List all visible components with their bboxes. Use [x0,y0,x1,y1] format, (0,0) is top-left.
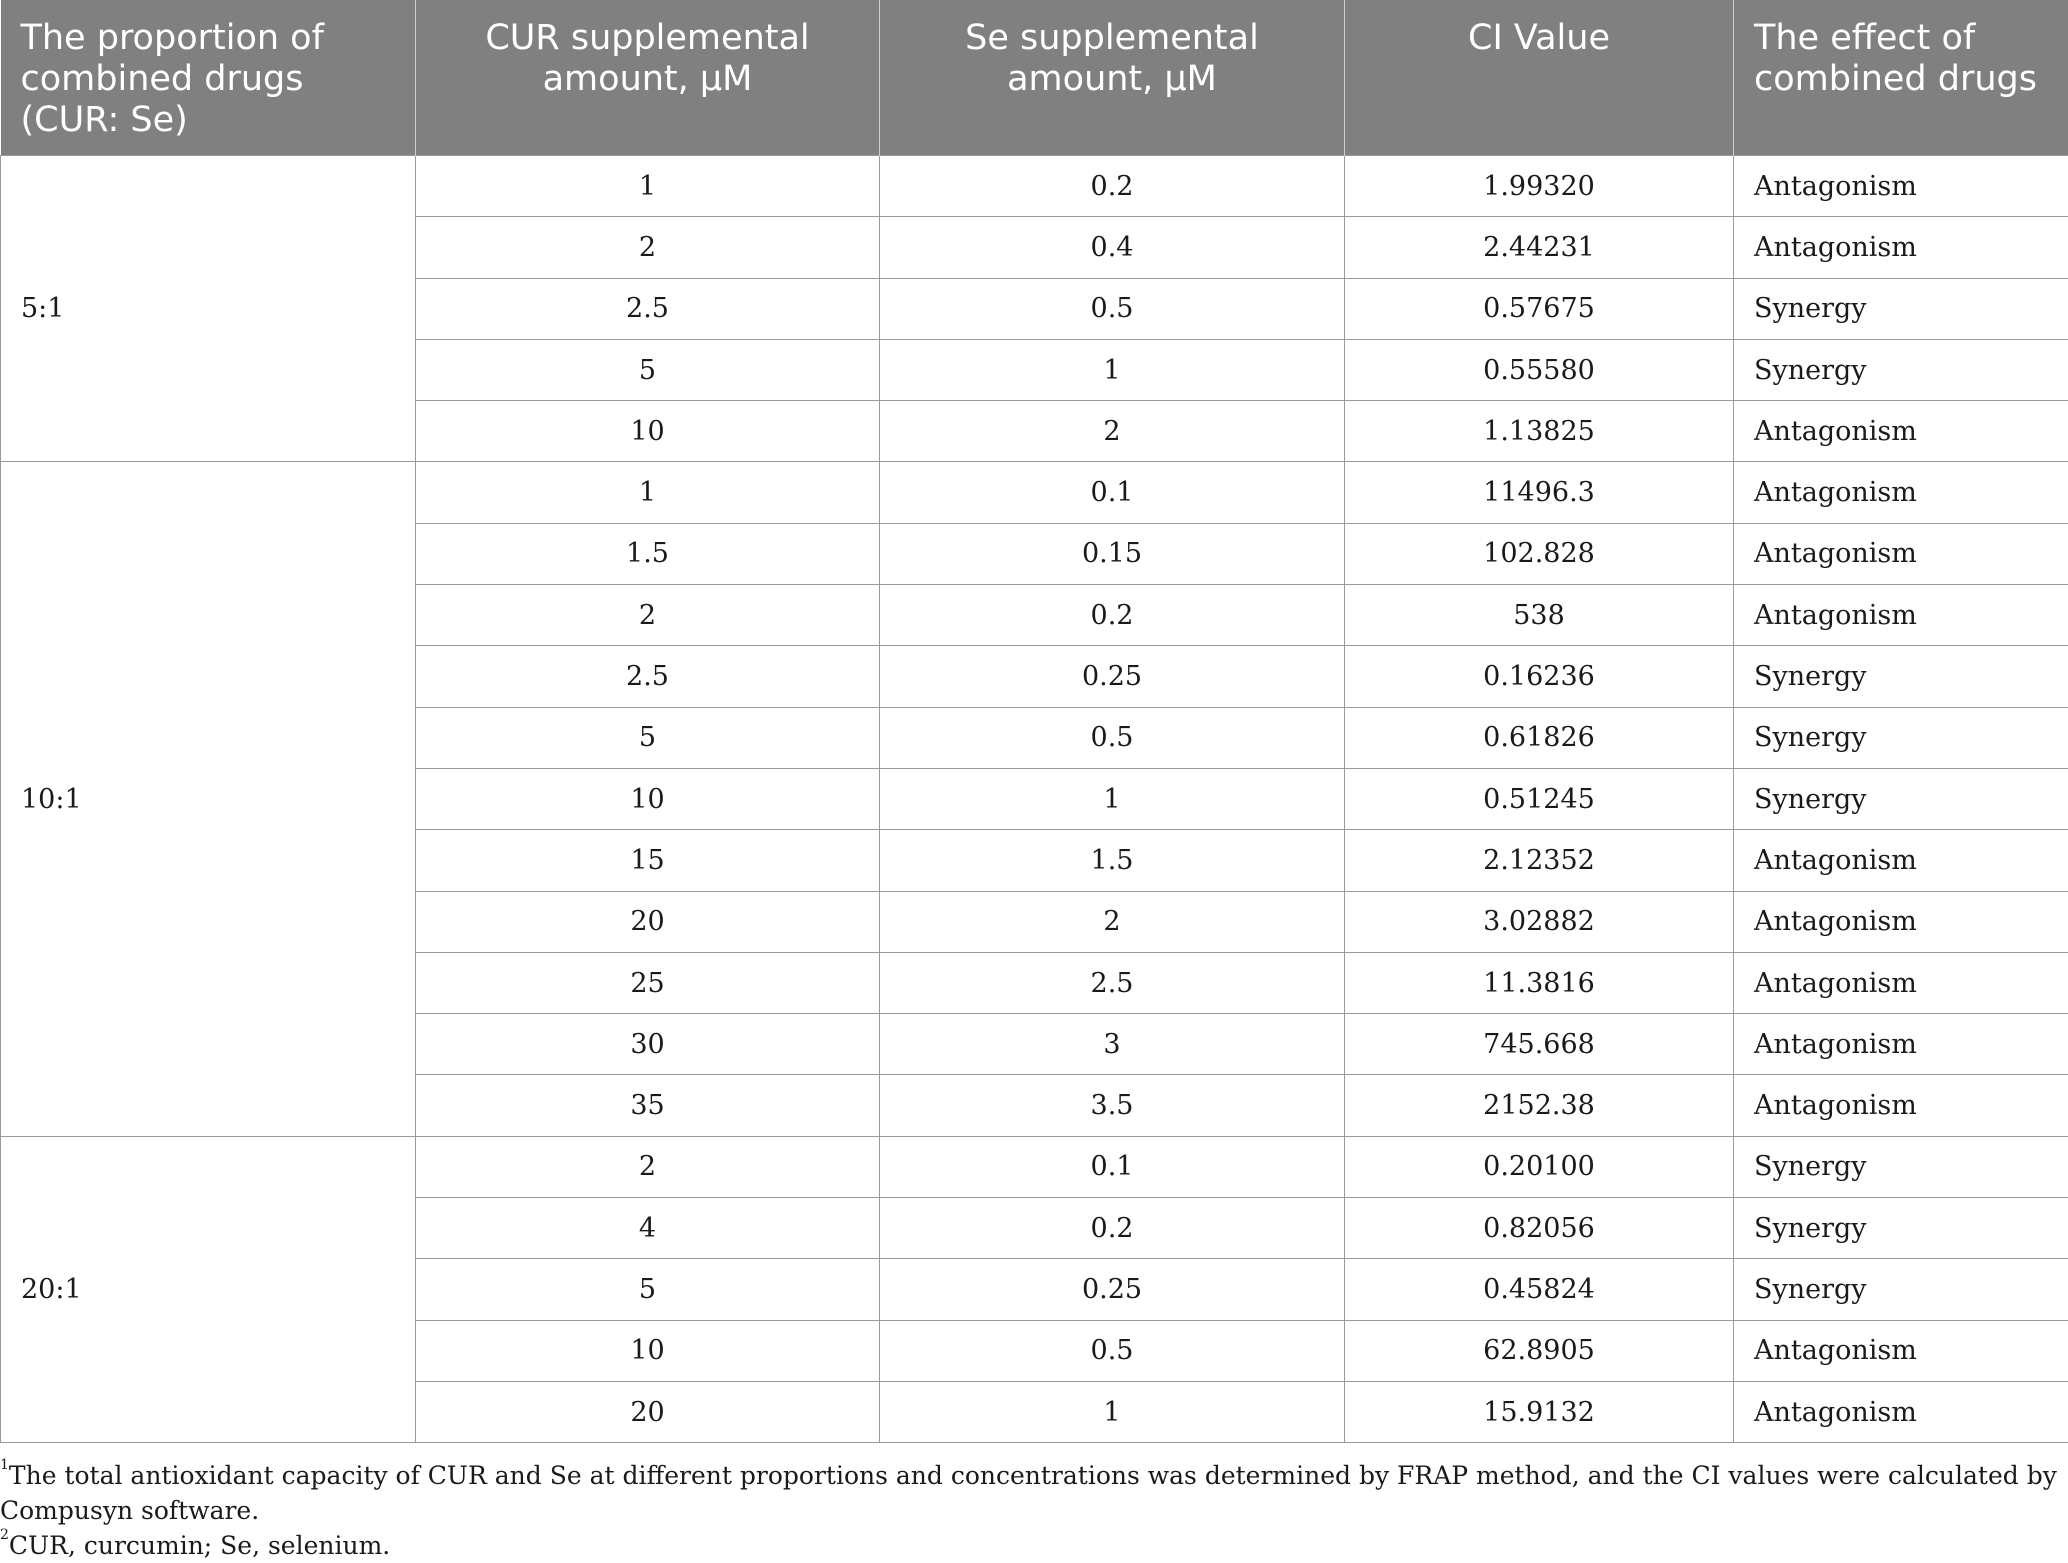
cur-amount-cell: 5 [416,1259,880,1320]
ci-value-cell: 0.55580 [1345,339,1734,400]
table-body [1,156,2068,1443]
ci-value-cell: 0.45824 [1345,1259,1734,1320]
ci-value-cell: 3.02882 [1345,891,1734,952]
footnote-1-text: The total antioxidant capacity of CUR and Se at different proportions and concentrations was determined by FRAP method, and the CI values were calculated by Compusyn software. [0,1461,2057,1525]
se-amount-cell: 0.2 [880,1198,1345,1259]
header-effect: The effect of combined drugs [1734,0,2068,156]
se-amount-cell: 1.5 [880,830,1345,891]
effect-cell: Antagonism [1734,156,2068,217]
cur-amount-cell: 5 [416,339,880,400]
ci-value-cell: 1.13825 [1345,401,1734,462]
cur-amount-cell: 20 [416,891,880,952]
footnote-2-text: CUR, curcumin; Se, selenium. [9,1531,390,1560]
effect-cell: Antagonism [1734,830,2068,891]
effect-cell: Antagonism [1734,1075,2068,1136]
ci-value-cell: 0.16236 [1345,646,1734,707]
cur-amount-cell: 1.5 [416,523,880,584]
ci-value-cell: 11496.3 [1345,462,1734,523]
se-amount-cell: 1 [880,1381,1345,1442]
effect-cell: Synergy [1734,646,2068,707]
se-amount-cell: 0.5 [880,278,1345,339]
table-footnotes [0,1458,2068,1563]
effect-cell: Antagonism [1734,891,2068,952]
se-amount-cell: 1 [880,768,1345,829]
se-amount-cell: 3.5 [880,1075,1345,1136]
cur-amount-cell: 10 [416,768,880,829]
effect-cell: Synergy [1734,1136,2068,1197]
se-amount-cell: 0.4 [880,217,1345,278]
effect-cell: Antagonism [1734,952,2068,1013]
effect-cell: Synergy [1734,339,2068,400]
footnote-1-mark: 1 [0,1457,9,1473]
effect-cell: Synergy [1734,1259,2068,1320]
cur-amount-cell: 4 [416,1198,880,1259]
effect-cell: Antagonism [1734,1381,2068,1442]
effect-cell: Antagonism [1734,462,2068,523]
se-amount-cell: 2 [880,401,1345,462]
header-se-amount: Se supplemental amount, μM [880,0,1345,156]
cur-amount-cell: 10 [416,1320,880,1381]
cur-amount-cell: 2 [416,1136,880,1197]
se-amount-cell: 0.25 [880,1259,1345,1320]
ci-value-cell: 538 [1345,585,1734,646]
cur-amount-cell: 15 [416,830,880,891]
ci-value-cell: 15.9132 [1345,1381,1734,1442]
se-amount-cell: 0.2 [880,585,1345,646]
header-ci-value: CI Value [1345,0,1734,156]
header-proportion: The proportion of combined drugs (CUR: Se) [1,0,416,156]
ratio-cell: 20:1 [1,1136,416,1442]
effect-cell: Antagonism [1734,401,2068,462]
cur-amount-cell: 2 [416,217,880,278]
se-amount-cell: 0.15 [880,523,1345,584]
table-row [1,1136,2068,1197]
table-row [1,462,2068,523]
ci-value-cell: 745.668 [1345,1014,1734,1075]
cur-amount-cell: 5 [416,707,880,768]
cur-amount-cell: 2.5 [416,278,880,339]
se-amount-cell: 2 [880,891,1345,952]
effect-cell: Synergy [1734,707,2068,768]
ci-value-cell: 102.828 [1345,523,1734,584]
table-header [1,0,2068,156]
footnote-2-mark: 2 [0,1527,9,1543]
se-amount-cell: 0.1 [880,462,1345,523]
se-amount-cell: 0.2 [880,156,1345,217]
cur-amount-cell: 2.5 [416,646,880,707]
ci-value-cell: 0.51245 [1345,768,1734,829]
effect-cell: Antagonism [1734,585,2068,646]
cur-amount-cell: 35 [416,1075,880,1136]
effect-cell: Antagonism [1734,523,2068,584]
cur-amount-cell: 1 [416,156,880,217]
se-amount-cell: 3 [880,1014,1345,1075]
ratio-cell: 10:1 [1,462,416,1136]
header-row [1,0,2068,156]
cur-amount-cell: 1 [416,462,880,523]
ci-value-cell: 2.12352 [1345,830,1734,891]
se-amount-cell: 2.5 [880,952,1345,1013]
effect-cell: Synergy [1734,768,2068,829]
ratio-cell: 5:1 [1,156,416,462]
se-amount-cell: 1 [880,339,1345,400]
table-row [1,156,2068,217]
effect-cell: Synergy [1734,278,2068,339]
ci-value-cell: 2152.38 [1345,1075,1734,1136]
ci-value-cell: 0.82056 [1345,1198,1734,1259]
effect-cell: Synergy [1734,1198,2068,1259]
ci-value-cell: 0.20100 [1345,1136,1734,1197]
cur-amount-cell: 2 [416,585,880,646]
ci-value-cell: 0.61826 [1345,707,1734,768]
effect-cell: Antagonism [1734,217,2068,278]
ci-value-cell: 1.99320 [1345,156,1734,217]
se-amount-cell: 0.25 [880,646,1345,707]
header-cur-amount: CUR supplemental amount, μM [416,0,880,156]
footnote-2 [0,1528,2068,1563]
ci-value-cell: 11.3816 [1345,952,1734,1013]
cur-amount-cell: 25 [416,952,880,1013]
se-amount-cell: 0.5 [880,707,1345,768]
cur-amount-cell: 20 [416,1381,880,1442]
cur-amount-cell: 10 [416,401,880,462]
effect-cell: Antagonism [1734,1014,2068,1075]
se-amount-cell: 0.5 [880,1320,1345,1381]
se-amount-cell: 0.1 [880,1136,1345,1197]
cur-amount-cell: 30 [416,1014,880,1075]
effect-cell: Antagonism [1734,1320,2068,1381]
ci-value-cell: 0.57675 [1345,278,1734,339]
ci-value-cell: 2.44231 [1345,217,1734,278]
footnote-1 [0,1458,2068,1528]
ci-value-cell: 62.8905 [1345,1320,1734,1381]
